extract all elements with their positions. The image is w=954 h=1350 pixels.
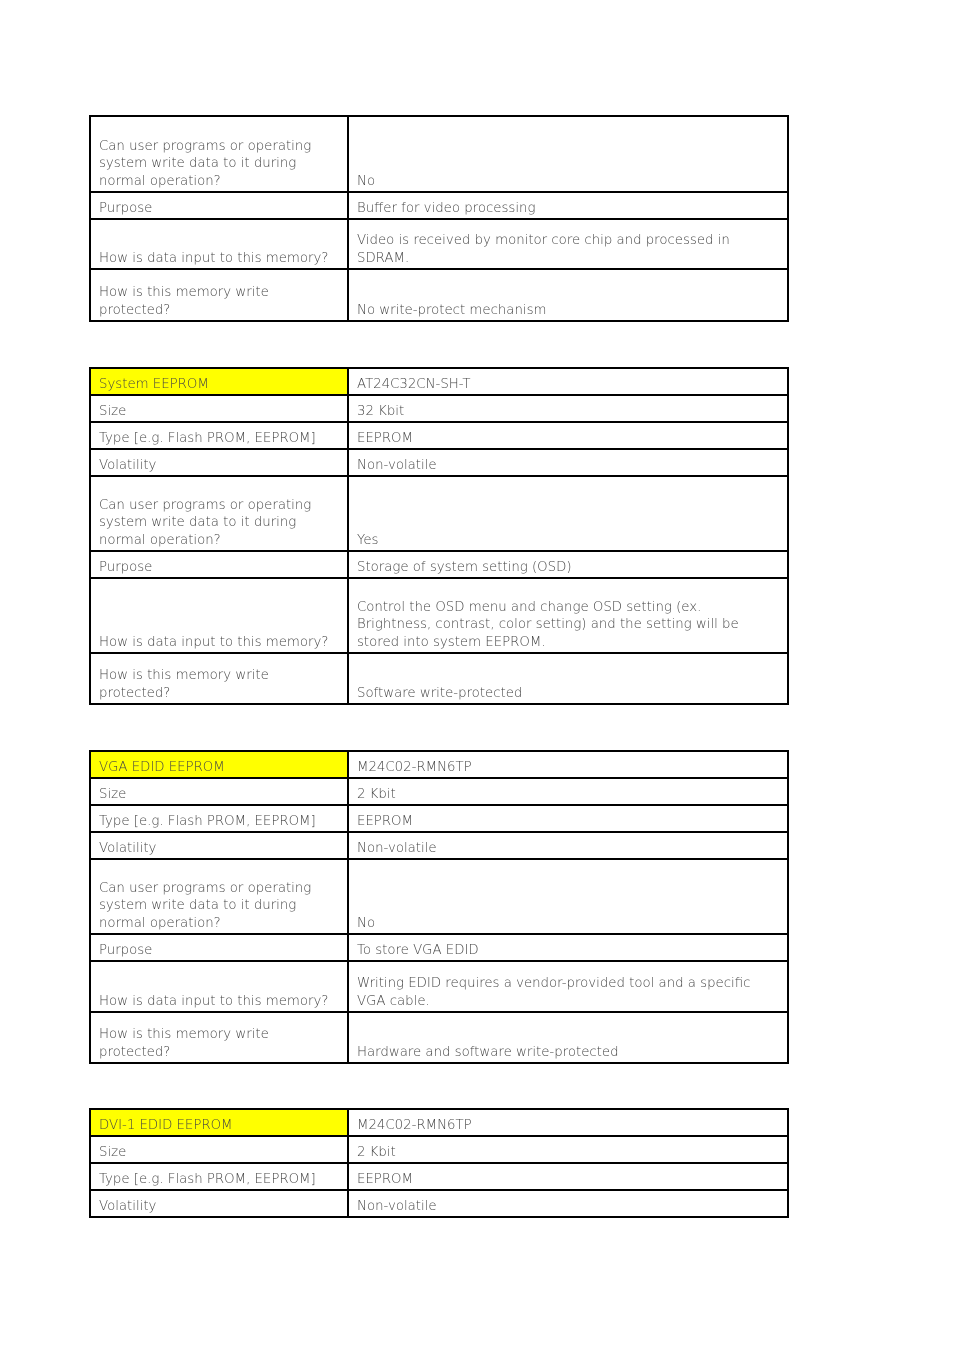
row-label-write-protect: How is this memory write protected? — [90, 269, 348, 321]
table-row — [90, 192, 788, 219]
row-label-user-write: Can user programs or operating system write data to it during normal operation? — [90, 476, 348, 551]
row-value-data-input: Video is received by monitor core chip and processed in SDRAM. — [348, 219, 788, 269]
row-value-data-input: Control the OSD menu and change OSD setting (ex. Brightness, contrast, color setting) and the setting will be stored into system EEPROM. — [348, 578, 788, 653]
table-row — [90, 269, 788, 321]
row-label-type: Type [e.g. Flash PROM, EEPROM] — [90, 1163, 348, 1190]
row-label-user-write: Can user programs or operating system write data to it during normal operation? — [90, 859, 348, 934]
memory-table-vga-edid-eeprom — [89, 750, 789, 1064]
row-label-memory-name: System EEPROM — [90, 368, 348, 395]
row-value-type: EEPROM — [348, 1163, 788, 1190]
table-row — [90, 1190, 788, 1217]
row-label-type: Type [e.g. Flash PROM, EEPROM] — [90, 805, 348, 832]
row-value-write-protect: Hardware and software write-protected — [348, 1012, 788, 1063]
table-row — [90, 778, 788, 805]
table-row — [90, 116, 788, 192]
row-value-type: EEPROM — [348, 805, 788, 832]
table-row — [90, 751, 788, 778]
row-label-purpose: Purpose — [90, 551, 348, 578]
table-row — [90, 859, 788, 934]
table-row — [90, 395, 788, 422]
memory-table-dvi1-edid-eeprom — [89, 1108, 789, 1218]
table-row — [90, 422, 788, 449]
row-value-part-number: M24C02-RMN6TP — [348, 751, 788, 778]
row-label-data-input: How is data input to this memory? — [90, 578, 348, 653]
row-value-purpose: Storage of system setting (OSD) — [348, 551, 788, 578]
row-label-volatility: Volatility — [90, 449, 348, 476]
row-label-volatility: Volatility — [90, 1190, 348, 1217]
table-row — [90, 934, 788, 961]
row-label-size: Size — [90, 1136, 348, 1163]
row-value-part-number: M24C02-RMN6TP — [348, 1109, 788, 1136]
table-row — [90, 551, 788, 578]
row-label-size: Size — [90, 395, 348, 422]
row-value-write-protect: Software write-protected — [348, 653, 788, 704]
row-value-size: 32 Kbit — [348, 395, 788, 422]
row-label-write-protect: How is this memory write protected? — [90, 1012, 348, 1063]
table-row — [90, 476, 788, 551]
row-value-write-protect: No write-protect mechanism — [348, 269, 788, 321]
row-label-volatility: Volatility — [90, 832, 348, 859]
memory-table-video-buffer — [89, 115, 789, 322]
row-value-size: 2 Kbit — [348, 778, 788, 805]
row-label-write-protect: How is this memory write protected? — [90, 653, 348, 704]
row-value-user-write: No — [348, 116, 788, 192]
row-label-purpose: Purpose — [90, 192, 348, 219]
row-value-user-write: No — [348, 859, 788, 934]
row-label-type: Type [e.g. Flash PROM, EEPROM] — [90, 422, 348, 449]
row-value-volatility: Non-volatile — [348, 832, 788, 859]
table-row — [90, 368, 788, 395]
table-row — [90, 1109, 788, 1136]
row-value-user-write: Yes — [348, 476, 788, 551]
table-row — [90, 653, 788, 704]
row-value-purpose: Buffer for video processing — [348, 192, 788, 219]
table-row — [90, 961, 788, 1012]
table-row — [90, 1136, 788, 1163]
row-label-data-input: How is data input to this memory? — [90, 961, 348, 1012]
row-label-memory-name: DVI-1 EDID EEPROM — [90, 1109, 348, 1136]
row-value-volatility: Non-volatile — [348, 449, 788, 476]
table-row — [90, 219, 788, 269]
table-row — [90, 832, 788, 859]
row-label-purpose: Purpose — [90, 934, 348, 961]
table-row — [90, 449, 788, 476]
table-row — [90, 805, 788, 832]
row-label-data-input: How is data input to this memory? — [90, 219, 348, 269]
row-label-memory-name: VGA EDID EEPROM — [90, 751, 348, 778]
row-label-size: Size — [90, 778, 348, 805]
table-row — [90, 1012, 788, 1063]
row-value-data-input: Writing EDID requires a vendor-provided tool and a specific VGA cable. — [348, 961, 788, 1012]
row-value-size: 2 Kbit — [348, 1136, 788, 1163]
row-label-user-write: Can user programs or operating system write data to it during normal operation? — [90, 116, 348, 192]
row-value-volatility: Non-volatile — [348, 1190, 788, 1217]
memory-table-system-eeprom — [89, 367, 789, 705]
table-row — [90, 1163, 788, 1190]
table-row — [90, 578, 788, 653]
row-value-purpose: To store VGA EDID — [348, 934, 788, 961]
row-value-type: EEPROM — [348, 422, 788, 449]
row-value-part-number: AT24C32CN-SH-T — [348, 368, 788, 395]
